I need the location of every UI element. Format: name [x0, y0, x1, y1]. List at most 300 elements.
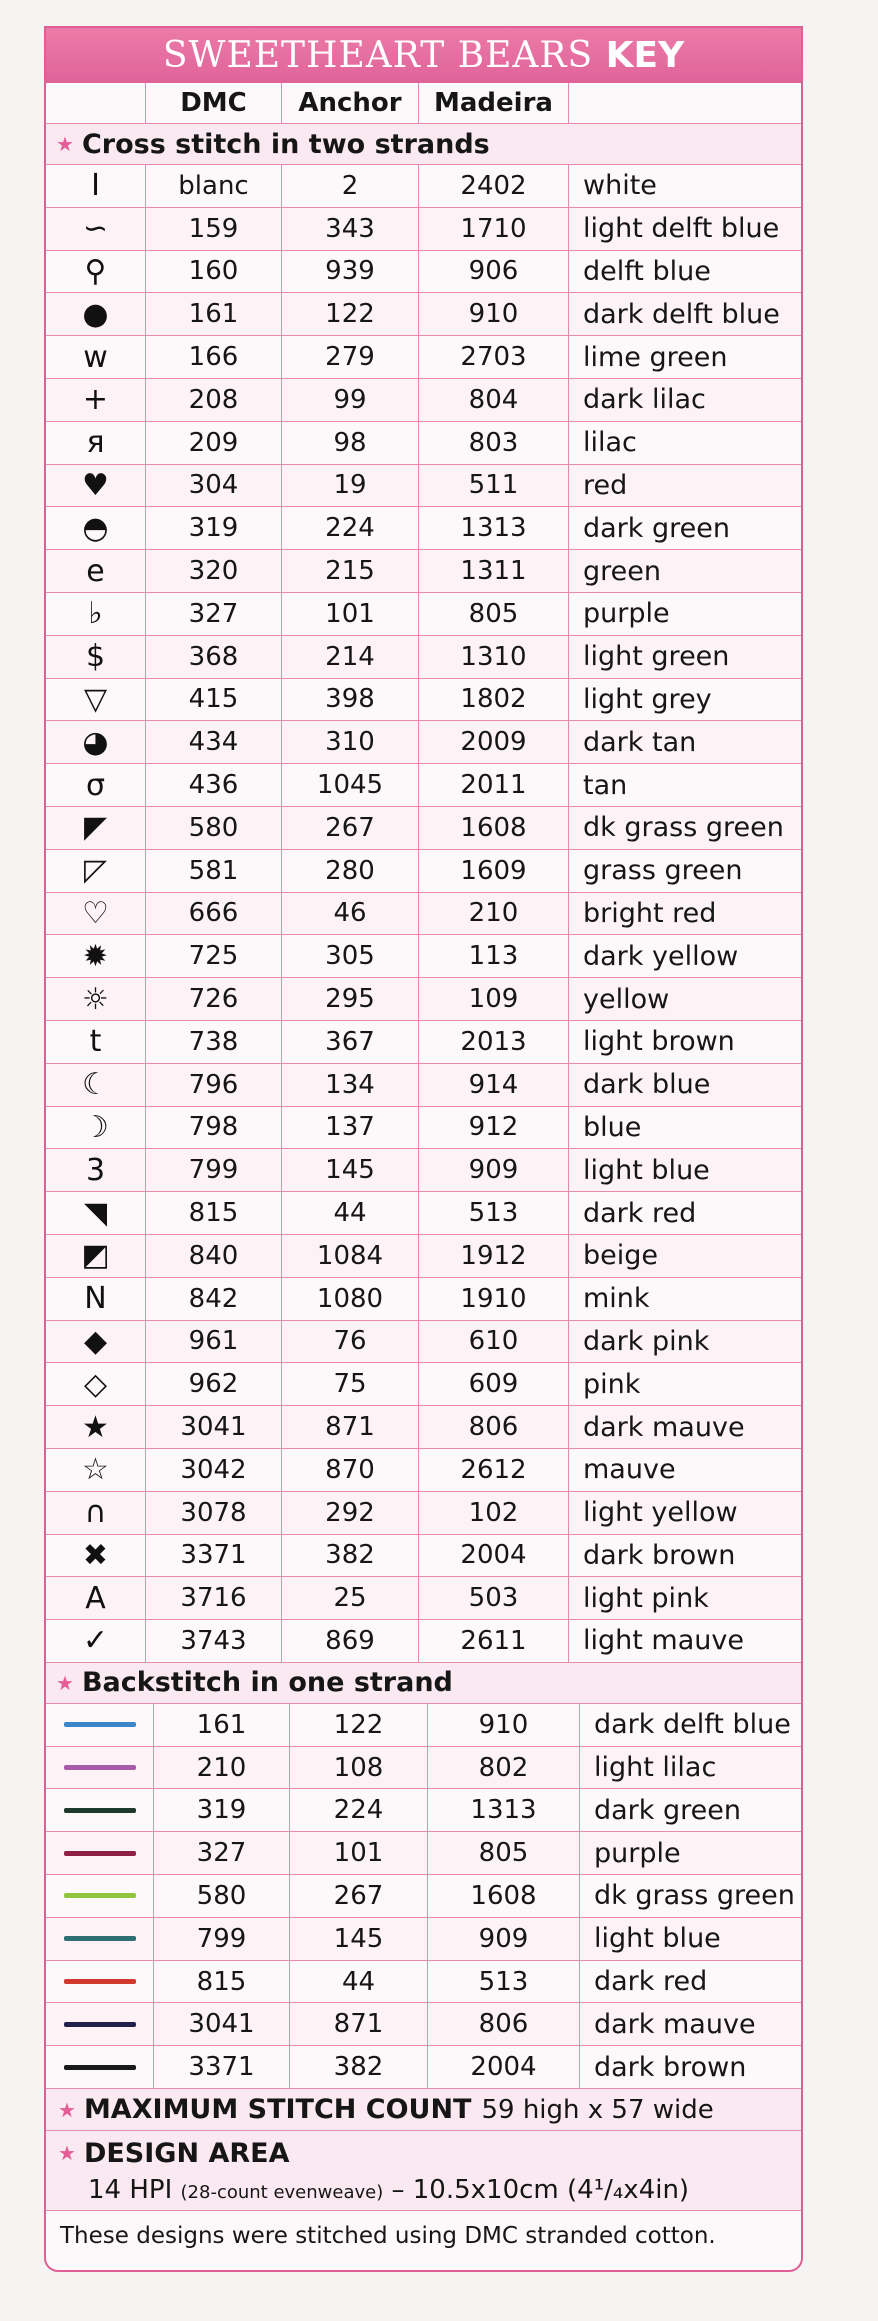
table-row [46, 1747, 801, 1790]
backstitch-line-swatch [46, 1704, 154, 1746]
table-row [46, 978, 801, 1021]
dmc-code: 725 [146, 935, 282, 977]
anchor-code: 382 [290, 2046, 428, 2088]
anchor-code: 1045 [282, 764, 419, 806]
backstitch-line-swatch [46, 2003, 154, 2045]
color-name: purple [594, 1837, 681, 1869]
madeira-code: 909 [419, 1149, 569, 1191]
dmc-code: 726 [146, 978, 282, 1020]
backstitch-line-icon [64, 2065, 136, 2070]
anchor-code: 1080 [282, 1278, 419, 1320]
anchor-code: 267 [290, 1875, 428, 1917]
table-row [46, 636, 801, 679]
table-row [46, 1021, 801, 1064]
anchor-code: 122 [282, 293, 419, 335]
color-name: dark green [594, 1794, 741, 1826]
footnote: These designs were stitched using DMC stranded cotton. [60, 2223, 716, 2250]
stitch-symbol-icon: I [46, 165, 146, 207]
stitch-symbol-icon: ◤ [46, 807, 146, 849]
cross-stitch-table [46, 165, 801, 1663]
madeira-code: 102 [419, 1492, 569, 1534]
anchor-code: 44 [290, 1961, 428, 2003]
dmc-code: 161 [146, 293, 282, 335]
color-name: dark brown [594, 2051, 747, 2083]
table-row [46, 1704, 801, 1747]
dmc-code: 3371 [146, 1535, 282, 1577]
stitch-symbol-icon: ☾ [46, 1064, 146, 1106]
madeira-code: 1311 [419, 550, 569, 592]
table-row [46, 1363, 801, 1406]
madeira-code: 511 [419, 465, 569, 507]
stitch-symbol-icon: ● [46, 293, 146, 335]
backstitch-line-icon [64, 1808, 136, 1813]
star-icon: ★ [58, 2097, 76, 2122]
table-row [46, 1620, 801, 1663]
color-name: dark brown [583, 1539, 736, 1571]
dmc-code: 799 [154, 1918, 290, 1960]
anchor-code: 75 [282, 1363, 419, 1405]
stitch-symbol-icon: ♭ [46, 593, 146, 635]
table-row [46, 721, 801, 764]
color-name: dark delft blue [594, 1709, 791, 1741]
table-row [46, 336, 801, 379]
color-name: light lilac [594, 1752, 717, 1784]
stitch-symbol-icon: t [46, 1021, 146, 1063]
dmc-code: 304 [146, 465, 282, 507]
anchor-code: 869 [282, 1620, 419, 1662]
key-title [46, 28, 801, 83]
madeira-code: 910 [428, 1704, 580, 1746]
color-name: light mauve [583, 1625, 744, 1657]
color-name: grass green [583, 855, 743, 887]
dmc-column-header: DMC [146, 83, 282, 123]
dmc-code: 666 [146, 893, 282, 935]
madeira-code: 1310 [419, 636, 569, 678]
dmc-code: 415 [146, 679, 282, 721]
stitch-symbol-icon: ✖ [46, 1535, 146, 1577]
color-name: pink [583, 1368, 641, 1400]
table-row [46, 1832, 801, 1875]
madeira-code: 805 [428, 1832, 580, 1874]
dmc-code: 961 [146, 1321, 282, 1363]
table-row [46, 679, 801, 722]
madeira-code: 513 [428, 1961, 580, 2003]
dmc-code: 3743 [146, 1620, 282, 1662]
backstitch-line-icon [64, 1893, 136, 1898]
stitch-symbol-icon: ♡ [46, 893, 146, 935]
anchor-code: 367 [282, 1021, 419, 1063]
design-area-label: DESIGN AREA [83, 2137, 290, 2169]
max-stitch-count [46, 2089, 801, 2131]
stitch-symbol-icon: я [46, 422, 146, 464]
dmc-code: 799 [146, 1149, 282, 1191]
color-name: purple [583, 598, 670, 630]
madeira-code: 513 [419, 1192, 569, 1234]
dmc-code: 815 [146, 1192, 282, 1234]
dmc-code: 815 [154, 1961, 290, 2003]
table-row [46, 1492, 801, 1535]
dmc-code: 210 [154, 1747, 290, 1789]
anchor-code: 280 [282, 850, 419, 892]
anchor-code: 134 [282, 1064, 419, 1106]
design-area-size: – 10.5x10cm (4¹/₄x4in) [391, 2175, 690, 2206]
anchor-code: 343 [282, 208, 419, 250]
madeira-code: 2013 [419, 1021, 569, 1063]
dmc-code: 3042 [146, 1449, 282, 1491]
anchor-code: 215 [282, 550, 419, 592]
backstitch-line-icon [64, 1851, 136, 1856]
dmc-code: 580 [146, 807, 282, 849]
name-column-header [569, 83, 797, 123]
anchor-column-header: Anchor [282, 83, 419, 123]
backstitch-line-swatch [46, 1747, 154, 1789]
stitch-symbol-icon: e [46, 550, 146, 592]
table-row [46, 208, 801, 251]
table-row [46, 1064, 801, 1107]
stitch-symbol-icon: w [46, 336, 146, 378]
dmc-code: 581 [146, 850, 282, 892]
madeira-code: 803 [419, 422, 569, 464]
dmc-code: 320 [146, 550, 282, 592]
color-name: bright red [583, 897, 717, 929]
stitch-symbol-icon: ⚲ [46, 251, 146, 293]
stitch-symbol-icon: A [46, 1577, 146, 1619]
design-area-hpi: 14 HPI [88, 2175, 173, 2206]
anchor-code: 44 [282, 1192, 419, 1234]
madeira-code: 2611 [419, 1620, 569, 1662]
table-row [46, 1235, 801, 1278]
color-name: dark mauve [594, 2008, 756, 2040]
dmc-code: 840 [146, 1235, 282, 1277]
stitch-symbol-icon: ◇ [46, 1363, 146, 1405]
anchor-code: 25 [282, 1577, 419, 1619]
madeira-code: 1802 [419, 679, 569, 721]
stitch-symbol-icon: ◕ [46, 721, 146, 763]
backstitch-line-icon [64, 1722, 136, 1727]
dmc-code: 319 [146, 507, 282, 549]
table-row [46, 1449, 801, 1492]
color-name: lilac [583, 427, 637, 459]
color-name: dark red [583, 1197, 697, 1229]
table-row [46, 1789, 801, 1832]
table-row [46, 1918, 801, 1961]
table-row [46, 507, 801, 550]
stitch-symbol-icon: ☼ [46, 978, 146, 1020]
backstitch-line-swatch [46, 1918, 154, 1960]
anchor-code: 46 [282, 893, 419, 935]
dmc-code: blanc [146, 165, 282, 207]
madeira-code: 1608 [419, 807, 569, 849]
table-row [46, 764, 801, 807]
stitch-symbol-icon: ☽ [46, 1107, 146, 1149]
color-name: light blue [583, 1154, 710, 1186]
backstitch-line-swatch [46, 1832, 154, 1874]
madeira-code: 2402 [419, 165, 569, 207]
backstitch-table [46, 1704, 801, 2089]
color-name: light blue [594, 1923, 721, 1955]
stitch-symbol-icon: ✹ [46, 935, 146, 977]
stitch-symbol-icon: ▽ [46, 679, 146, 721]
table-row [46, 1406, 801, 1449]
dmc-code: 160 [146, 251, 282, 293]
dmc-code: 3041 [146, 1406, 282, 1448]
stitch-symbol-icon: σ [46, 764, 146, 806]
stitch-symbol-icon: ◸ [46, 850, 146, 892]
color-name: dark red [594, 1966, 708, 1998]
anchor-code: 305 [282, 935, 419, 977]
table-row [46, 251, 801, 294]
dmc-code: 3078 [146, 1492, 282, 1534]
color-name: red [583, 469, 628, 501]
anchor-code: 101 [282, 593, 419, 635]
key-title-main: SWEETHEART BEARS [162, 35, 594, 76]
color-name: dark yellow [583, 940, 739, 972]
table-row [46, 1321, 801, 1364]
madeira-code: 503 [419, 1577, 569, 1619]
anchor-code: 224 [282, 507, 419, 549]
madeira-code: 609 [419, 1363, 569, 1405]
color-name: yellow [583, 983, 670, 1015]
backstitch-line-icon [64, 2022, 136, 2027]
anchor-code: 267 [282, 807, 419, 849]
table-row [46, 1149, 801, 1192]
stitch-symbol-icon: ◆ [46, 1321, 146, 1363]
table-row [46, 850, 801, 893]
stitch-symbol-icon: ✓ [46, 1620, 146, 1662]
anchor-code: 398 [282, 679, 419, 721]
backstitch-heading-label: Backstitch in one strand [81, 1667, 453, 1699]
stitch-symbol-icon: ◩ [46, 1235, 146, 1277]
dmc-code: 842 [146, 1278, 282, 1320]
anchor-code: 19 [282, 465, 419, 507]
table-row [46, 1577, 801, 1620]
anchor-code: 214 [282, 636, 419, 678]
backstitch-line-icon [64, 1979, 136, 1984]
color-name: dark lilac [583, 384, 706, 416]
color-name: dk grass green [594, 1880, 795, 1912]
anchor-code: 870 [282, 1449, 419, 1491]
dmc-code: 327 [146, 593, 282, 635]
madeira-code: 1313 [419, 507, 569, 549]
madeira-code: 113 [419, 935, 569, 977]
dmc-code: 3041 [154, 2003, 290, 2045]
dmc-code: 796 [146, 1064, 282, 1106]
table-row [46, 1107, 801, 1150]
table-row [46, 2046, 801, 2089]
backstitch-line-swatch [46, 2046, 154, 2088]
anchor-code: 108 [290, 1747, 428, 1789]
dmc-code: 436 [146, 764, 282, 806]
backstitch-line-icon [64, 1765, 136, 1770]
color-name: dark tan [583, 726, 697, 758]
color-name: dark green [583, 512, 730, 544]
anchor-code: 145 [290, 1918, 428, 1960]
madeira-code: 912 [419, 1107, 569, 1149]
stitch-symbol-icon: ◥ [46, 1192, 146, 1234]
madeira-code: 802 [428, 1747, 580, 1789]
madeira-code: 804 [419, 379, 569, 421]
table-row [46, 1535, 801, 1578]
color-name: blue [583, 1111, 642, 1143]
madeira-code: 2703 [419, 336, 569, 378]
madeira-code: 906 [419, 251, 569, 293]
dmc-code: 166 [146, 336, 282, 378]
backstitch-heading [46, 1663, 801, 1704]
madeira-code: 914 [419, 1064, 569, 1106]
star-icon: ★ [56, 132, 74, 156]
color-name: light grey [583, 683, 712, 715]
dmc-code: 319 [154, 1789, 290, 1831]
anchor-code: 295 [282, 978, 419, 1020]
anchor-code: 2 [282, 165, 419, 207]
design-area-fabric: (28-count evenweave) [180, 2182, 384, 2204]
cross-stitch-heading-label: Cross stitch in two strands [81, 128, 490, 160]
symbol-column-header [46, 83, 146, 123]
madeira-code: 805 [419, 593, 569, 635]
color-name: light yellow [583, 1497, 738, 1529]
madeira-code: 1608 [428, 1875, 580, 1917]
color-name: tan [583, 769, 628, 801]
table-row [46, 422, 801, 465]
table-row [46, 593, 801, 636]
backstitch-line-swatch [46, 1789, 154, 1831]
table-row [46, 1961, 801, 2004]
anchor-code: 101 [290, 1832, 428, 1874]
color-name: light delft blue [583, 213, 780, 245]
madeira-code: 109 [419, 978, 569, 1020]
madeira-code: 210 [419, 893, 569, 935]
anchor-code: 939 [282, 251, 419, 293]
dmc-code: 3716 [146, 1577, 282, 1619]
anchor-code: 137 [282, 1107, 419, 1149]
table-row [46, 1875, 801, 1918]
table-row [46, 1278, 801, 1321]
madeira-code: 1313 [428, 1789, 580, 1831]
dmc-code: 962 [146, 1363, 282, 1405]
color-name: dark pink [583, 1325, 710, 1357]
madeira-code: 2009 [419, 721, 569, 763]
cross-stitch-heading [46, 124, 801, 165]
anchor-code: 122 [290, 1704, 428, 1746]
table-row [46, 465, 801, 508]
color-name: beige [583, 1240, 659, 1272]
madeira-code: 2004 [419, 1535, 569, 1577]
table-row [46, 293, 801, 336]
madeira-column-header: Madeira [419, 83, 569, 123]
color-name: light pink [583, 1582, 709, 1614]
madeira-code: 1710 [419, 208, 569, 250]
stitch-symbol-icon: N [46, 1278, 146, 1320]
color-name: mauve [583, 1454, 676, 1486]
dmc-code: 159 [146, 208, 282, 250]
design-area [46, 2131, 801, 2211]
stitch-symbol-icon: ☆ [46, 1449, 146, 1491]
anchor-code: 871 [290, 2003, 428, 2045]
anchor-code: 1084 [282, 1235, 419, 1277]
color-name: light green [583, 641, 730, 673]
color-name: dk grass green [583, 812, 784, 844]
stitch-symbol-icon: + [46, 379, 146, 421]
anchor-code: 145 [282, 1149, 419, 1191]
color-name: green [583, 555, 661, 587]
dmc-code: 209 [146, 422, 282, 464]
madeira-code: 1910 [419, 1278, 569, 1320]
dmc-code: 3371 [154, 2046, 290, 2088]
anchor-code: 310 [282, 721, 419, 763]
table-row [46, 2003, 801, 2046]
dmc-code: 580 [154, 1875, 290, 1917]
color-name: light brown [583, 1026, 735, 1058]
stitch-symbol-icon: 3 [46, 1149, 146, 1191]
backstitch-line-swatch [46, 1875, 154, 1917]
madeira-code: 910 [419, 293, 569, 335]
table-row [46, 935, 801, 978]
madeira-code: 909 [428, 1918, 580, 1960]
table-row [46, 893, 801, 936]
table-row [46, 807, 801, 850]
madeira-code: 1609 [419, 850, 569, 892]
stitch-symbol-icon: $ [46, 636, 146, 678]
color-name: mink [583, 1283, 650, 1315]
max-stitch-label: MAXIMUM STITCH COUNT [83, 2094, 472, 2126]
column-header-row [46, 83, 801, 124]
anchor-code: 224 [290, 1789, 428, 1831]
table-row [46, 1192, 801, 1235]
table-row [46, 550, 801, 593]
max-stitch-value: 59 high x 57 wide [481, 2094, 714, 2125]
dmc-code: 161 [154, 1704, 290, 1746]
dmc-code: 434 [146, 721, 282, 763]
anchor-code: 279 [282, 336, 419, 378]
dmc-code: 738 [146, 1021, 282, 1063]
color-name: dark blue [583, 1069, 711, 1101]
dmc-code: 327 [154, 1832, 290, 1874]
madeira-code: 806 [419, 1406, 569, 1448]
anchor-code: 871 [282, 1406, 419, 1448]
madeira-code: 1912 [419, 1235, 569, 1277]
color-name: dark mauve [583, 1411, 745, 1443]
stitch-symbol-icon: ★ [46, 1406, 146, 1448]
anchor-code: 99 [282, 379, 419, 421]
color-name: lime green [583, 341, 728, 373]
backstitch-line-icon [64, 1936, 136, 1941]
dmc-code: 208 [146, 379, 282, 421]
stitch-symbol-icon: ◓ [46, 507, 146, 549]
star-icon: ★ [56, 1670, 74, 1695]
stitch-symbol-icon: ♥ [46, 465, 146, 507]
dmc-code: 368 [146, 636, 282, 678]
madeira-code: 2004 [428, 2046, 580, 2088]
anchor-code: 98 [282, 422, 419, 464]
anchor-code: 382 [282, 1535, 419, 1577]
anchor-code: 76 [282, 1321, 419, 1363]
dmc-code: 798 [146, 1107, 282, 1149]
madeira-code: 806 [428, 2003, 580, 2045]
madeira-code: 2011 [419, 764, 569, 806]
thread-key-card [44, 26, 803, 2272]
table-row [46, 379, 801, 422]
table-row [46, 165, 801, 208]
madeira-code: 2612 [419, 1449, 569, 1491]
key-title-key: KEY [605, 35, 685, 76]
color-name: white [583, 170, 657, 202]
backstitch-line-swatch [46, 1961, 154, 2003]
color-name: delft blue [583, 255, 711, 287]
stitch-symbol-icon: ∽ [46, 208, 146, 250]
star-icon: ★ [58, 2141, 76, 2166]
madeira-code: 610 [419, 1321, 569, 1363]
anchor-code: 292 [282, 1492, 419, 1534]
